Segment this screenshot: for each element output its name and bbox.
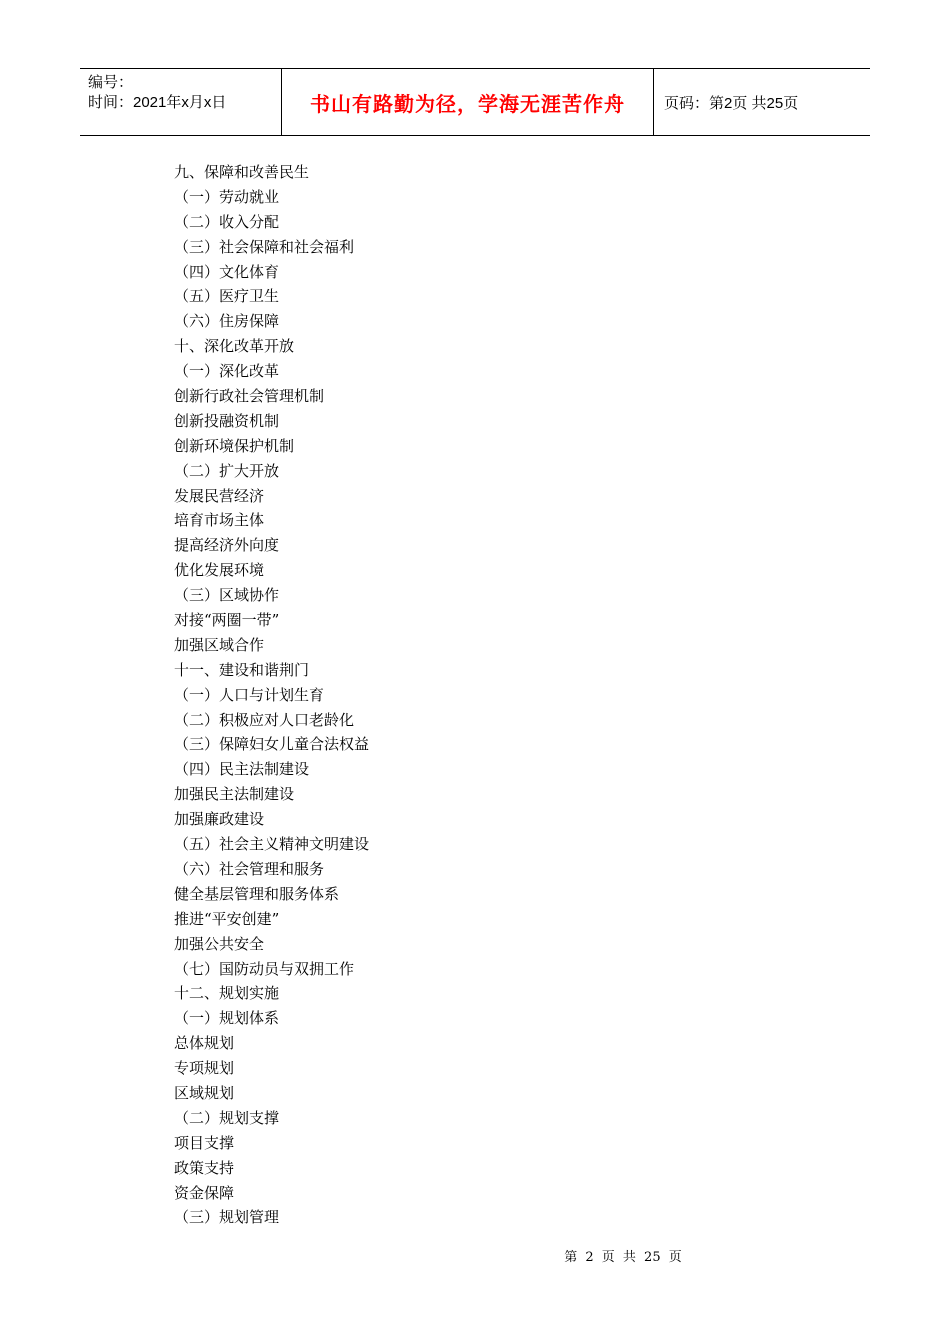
toc-item: 培育市场主体	[174, 511, 265, 530]
header-page-cell	[654, 69, 870, 135]
toc-item: 加强公共安全	[174, 934, 265, 953]
toc-item: 推进“平安创建”	[174, 909, 280, 928]
toc-item: 十一、建设和谐荆门	[174, 660, 310, 679]
toc-item: 健全基层管理和服务体系	[174, 884, 340, 903]
toc-item: 加强民主法制建设	[174, 785, 295, 804]
page-header-table	[80, 68, 870, 136]
document-number-label: 编号：	[88, 74, 134, 91]
toc-item: （一）规划体系	[174, 1009, 280, 1028]
toc-item: 专项规划	[174, 1059, 235, 1078]
toc-item: 创新投融资机制	[174, 411, 280, 430]
toc-item: 资金保障	[174, 1183, 235, 1202]
toc-item: （三）规划管理	[174, 1208, 280, 1227]
toc-item: （一）深化改革	[174, 362, 280, 381]
page-footer	[0, 1246, 950, 1265]
toc-item: 提高经济外向度	[174, 536, 280, 555]
toc-item: 九、保障和改善民生	[174, 163, 310, 181]
toc-item: （二）扩大开放	[174, 461, 280, 480]
toc-item: （七）国防动员与双拥工作	[174, 959, 355, 978]
toc-item: 区域规划	[174, 1083, 235, 1102]
toc-item: （二）积极应对人口老龄化	[174, 710, 355, 729]
toc-item: （四）文化体育	[174, 262, 280, 281]
toc-item: （五）社会主义精神文明建设	[174, 835, 370, 854]
footer-page-number: 第 2 页 共 25 页	[564, 1250, 682, 1265]
toc-item: 政策支持	[174, 1158, 235, 1177]
toc-item: 项目支撑	[174, 1133, 235, 1152]
toc-item: （三）保障妇女儿童合法权益	[174, 735, 370, 754]
header-motto-cell	[282, 69, 654, 135]
header-motto: 书山有路勤为径，学海无涯苦作舟	[310, 91, 625, 116]
toc-item: 创新环境保护机制	[174, 436, 295, 455]
toc-item: 十、深化改革开放	[174, 337, 295, 356]
toc-item: （五）医疗卫生	[174, 287, 280, 306]
header-page-info: 页码：第2页 共25页	[664, 94, 799, 112]
toc-item: （六）社会管理和服务	[174, 859, 325, 878]
toc-item: （三）社会保障和社会福利	[174, 237, 355, 256]
toc-item: 总体规划	[174, 1034, 235, 1053]
toc-item: 发展民营经济	[174, 486, 265, 505]
toc-item: 对接“两圈一带”	[174, 611, 280, 630]
toc-item: （三）区域协作	[174, 586, 280, 605]
toc-item: （一）劳动就业	[174, 187, 280, 206]
document-time-label: 时间：2021年x月x日	[88, 94, 227, 111]
header-meta-cell	[80, 69, 282, 135]
toc-item: 加强区域合作	[174, 635, 265, 654]
toc-item: 十二、规划实施	[174, 984, 280, 1003]
toc-item: 优化发展环境	[174, 561, 265, 580]
toc-item: （二）收入分配	[174, 212, 280, 231]
toc-item: （六）住房保障	[174, 312, 280, 331]
toc-item: （四）民主法制建设	[174, 760, 310, 779]
toc-item: （一）人口与计划生育	[174, 685, 325, 704]
toc-item: 加强廉政建设	[174, 810, 265, 829]
toc-item: 创新行政社会管理机制	[174, 387, 325, 406]
toc-item: （二）规划支撑	[174, 1108, 280, 1127]
table-of-contents	[174, 160, 369, 1230]
